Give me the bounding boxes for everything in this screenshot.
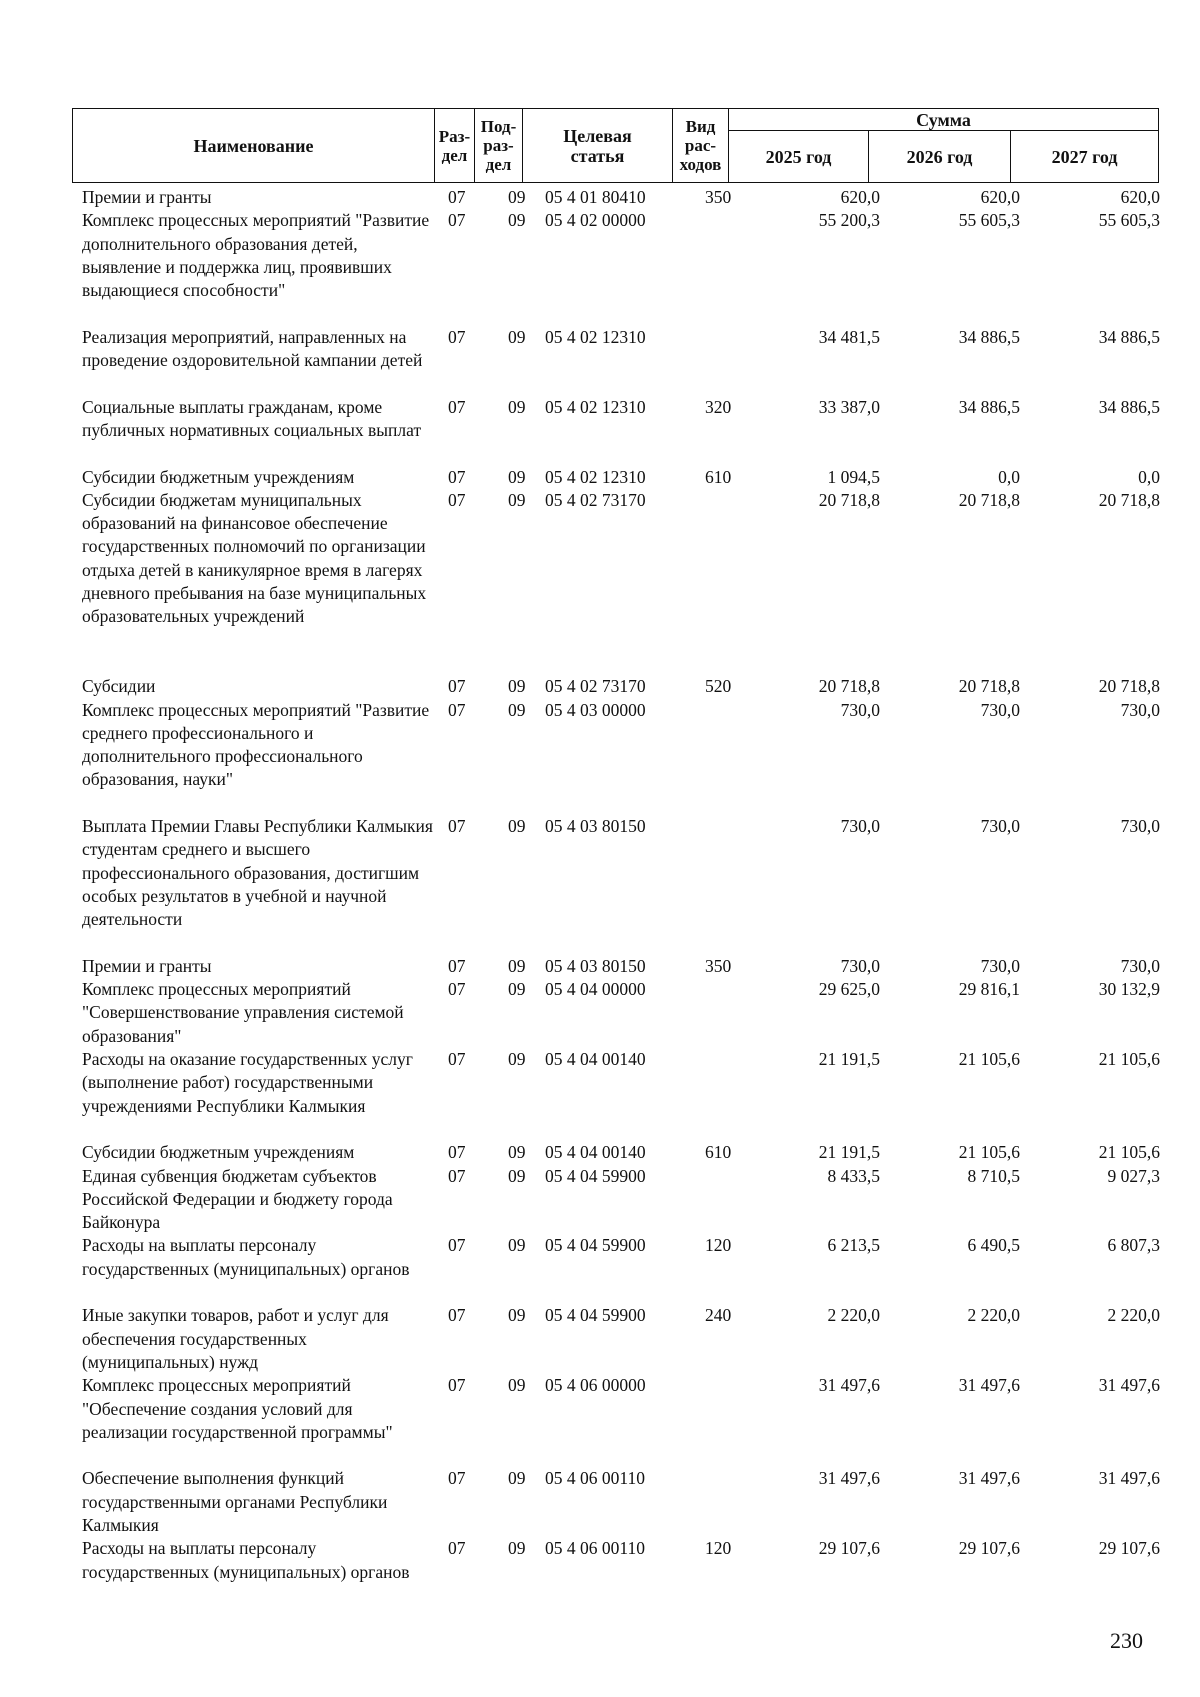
- table-row: [0, 978, 1200, 1048]
- row-podrazdel: 09: [508, 1305, 526, 1326]
- row-podrazdel: 09: [508, 489, 526, 510]
- row-sum-2027: 9 027,3: [1107, 1165, 1160, 1186]
- row-name: Обеспечение выполнения функций государственными органами Республики Калмыкия: [82, 1468, 388, 1535]
- row-razdel: 07: [448, 1165, 466, 1186]
- table-row: [0, 699, 1200, 816]
- page-number: 230: [1110, 1628, 1143, 1653]
- table-header: [72, 108, 1159, 183]
- row-name: Субсидии бюджетным учреждениям: [82, 1142, 355, 1163]
- row-razdel: 07: [448, 1468, 466, 1489]
- table-row: [0, 1165, 1200, 1235]
- row-celevaya: 05 4 04 00140: [545, 1049, 646, 1070]
- row-podrazdel: 09: [508, 466, 526, 487]
- row-name: Расходы на оказание государственных услуг (выполнение работ) государственными учреждениями Республики Калмыкия: [82, 1049, 413, 1116]
- header-vid: Вид рас- ходов: [673, 109, 729, 183]
- row-sum-2027: 730,0: [1120, 699, 1160, 720]
- header-2027: 2027 год: [1011, 131, 1159, 183]
- row-sum-2026: 730,0: [980, 816, 1020, 837]
- row-name: Премии и гранты: [82, 187, 212, 207]
- row-name: Расходы на выплаты персоналу государственных (муниципальных) органов: [82, 1538, 410, 1582]
- table-row: [0, 675, 1200, 698]
- row-celevaya: 05 4 03 00000: [545, 699, 646, 720]
- row-sum-2027: 31 497,6: [1098, 1375, 1160, 1396]
- table-row: [0, 326, 1200, 396]
- header-name: Наименование: [73, 109, 435, 183]
- row-sum-2027: 20 718,8: [1098, 489, 1160, 510]
- row-sum-2027: 6 807,3: [1107, 1235, 1160, 1256]
- row-podrazdel: 09: [508, 210, 526, 231]
- row-sum-2026: 34 886,5: [958, 326, 1020, 347]
- row-podrazdel: 09: [508, 1235, 526, 1256]
- row-razdel: 07: [448, 1049, 466, 1070]
- row-sum-2027: 620,0: [1120, 187, 1160, 207]
- row-sum-2025: 33 387,0: [818, 396, 880, 417]
- row-podrazdel: 09: [508, 326, 526, 347]
- row-razdel: 07: [448, 955, 466, 976]
- row-sum-2026: 29 107,6: [958, 1538, 1020, 1559]
- header-summa: Сумма: [729, 109, 1159, 131]
- row-name: Социальные выплаты гражданам, кроме публичных нормативных социальных выплат: [82, 396, 422, 440]
- row-sum-2025: 20 718,8: [818, 489, 880, 510]
- table-row: [0, 815, 1200, 955]
- row-sum-2026: 730,0: [980, 699, 1020, 720]
- row-name: Комплекс процессных мероприятий "Обеспечение создания условий для реализации государственной программы": [82, 1375, 393, 1442]
- row-sum-2025: 620,0: [840, 187, 880, 207]
- row-sum-2027: 0,0: [1138, 466, 1160, 487]
- row-razdel: 07: [448, 1375, 466, 1396]
- row-name: Комплекс процессных мероприятий "Развитие дополнительного образования детей, выявление и поддержка лиц, проявивших выдающиеся способности": [82, 210, 430, 301]
- header-2026: 2026 год: [869, 131, 1011, 183]
- row-celevaya: 05 4 03 80150: [545, 816, 646, 837]
- row-sum-2027: 30 132,9: [1098, 979, 1160, 1000]
- row-vid: 120: [705, 1235, 732, 1256]
- header-celevaya: Целевая статья: [523, 109, 673, 183]
- row-sum-2025: 2 220,0: [827, 1305, 880, 1326]
- row-celevaya: 05 4 03 80150: [545, 955, 646, 976]
- row-sum-2027: 55 605,3: [1098, 210, 1160, 231]
- table-row: [0, 1048, 1200, 1141]
- row-vid: 610: [705, 1142, 732, 1163]
- table-row: [0, 489, 1200, 675]
- row-celevaya: 05 4 01 80410: [545, 187, 646, 207]
- row-sum-2025: 20 718,8: [818, 676, 880, 697]
- header-razdel: Раз- дел: [435, 109, 475, 183]
- row-sum-2025: 6 213,5: [827, 1235, 880, 1256]
- row-sum-2026: 2 220,0: [967, 1305, 1020, 1326]
- row-vid: 320: [705, 396, 732, 417]
- row-sum-2025: 21 191,5: [818, 1049, 880, 1070]
- row-razdel: 07: [448, 489, 466, 510]
- row-podrazdel: 09: [508, 396, 526, 417]
- row-sum-2026: 55 605,3: [958, 210, 1020, 231]
- row-vid: 240: [705, 1305, 732, 1326]
- table-row: [0, 209, 1200, 326]
- row-razdel: 07: [448, 466, 466, 487]
- row-celevaya: 05 4 06 00110: [545, 1538, 645, 1559]
- table-row: [0, 1374, 1200, 1467]
- row-name: Комплекс процессных мероприятий "Совершенствование управления системой образования": [82, 979, 404, 1046]
- row-sum-2027: 31 497,6: [1098, 1468, 1160, 1489]
- row-sum-2027: 29 107,6: [1098, 1538, 1160, 1559]
- row-name: Субсидии бюджетным учреждениям: [82, 466, 355, 487]
- row-razdel: 07: [448, 1538, 466, 1559]
- row-sum-2026: 620,0: [980, 187, 1020, 207]
- row-sum-2027: 730,0: [1120, 816, 1160, 837]
- row-celevaya: 05 4 06 00000: [545, 1375, 646, 1396]
- row-celevaya: 05 4 04 00140: [545, 1142, 646, 1163]
- table-body: [0, 186, 1200, 1607]
- row-sum-2027: 34 886,5: [1098, 396, 1160, 417]
- row-name: Выплата Премии Главы Республики Калмыкия студентам среднего и высшего профессионального образования, достигшим особых результатов в учебной и научной деятельности: [82, 816, 433, 930]
- row-vid: 350: [705, 955, 732, 976]
- row-celevaya: 05 4 02 73170: [545, 676, 646, 697]
- row-podrazdel: 09: [508, 955, 526, 976]
- row-sum-2025: 730,0: [840, 816, 880, 837]
- row-podrazdel: 09: [508, 816, 526, 837]
- row-razdel: 07: [448, 1142, 466, 1163]
- row-podrazdel: 09: [508, 979, 526, 1000]
- row-celevaya: 05 4 02 12310: [545, 396, 646, 417]
- row-celevaya: 05 4 04 59900: [545, 1165, 646, 1186]
- row-celevaya: 05 4 02 73170: [545, 489, 646, 510]
- row-razdel: 07: [448, 979, 466, 1000]
- table-row: [0, 186, 1200, 209]
- row-podrazdel: 09: [508, 1142, 526, 1163]
- row-sum-2027: 2 220,0: [1107, 1305, 1160, 1326]
- row-razdel: 07: [448, 210, 466, 231]
- row-sum-2027: 730,0: [1120, 955, 1160, 976]
- row-sum-2025: 1 094,5: [827, 466, 880, 487]
- table-row: [0, 1234, 1200, 1304]
- row-sum-2025: 730,0: [840, 699, 880, 720]
- row-sum-2026: 21 105,6: [958, 1049, 1020, 1070]
- row-celevaya: 05 4 02 00000: [545, 210, 646, 231]
- header-podrazdel: Под- раз- дел: [475, 109, 523, 183]
- row-sum-2026: 20 718,8: [958, 489, 1020, 510]
- row-celevaya: 05 4 02 12310: [545, 466, 646, 487]
- row-podrazdel: 09: [508, 1538, 526, 1559]
- row-vid: 120: [705, 1538, 732, 1559]
- row-celevaya: 05 4 04 00000: [545, 979, 646, 1000]
- row-celevaya: 05 4 04 59900: [545, 1305, 646, 1326]
- row-name: Расходы на выплаты персоналу государственных (муниципальных) органов: [82, 1235, 410, 1279]
- row-razdel: 07: [448, 816, 466, 837]
- row-vid: 350: [705, 187, 732, 207]
- row-sum-2025: 8 433,5: [827, 1165, 880, 1186]
- table-row: [0, 1467, 1200, 1537]
- row-podrazdel: 09: [508, 676, 526, 697]
- row-razdel: 07: [448, 676, 466, 697]
- row-name: Иные закупки товаров, работ и услуг для обеспечения государственных (муниципальных) нужд: [82, 1305, 389, 1372]
- table-row: [0, 466, 1200, 489]
- row-sum-2025: 730,0: [840, 955, 880, 976]
- row-name: Реализация мероприятий, направленных на проведение оздоровительной кампании детей: [82, 326, 423, 371]
- row-sum-2026: 31 497,6: [958, 1468, 1020, 1489]
- row-razdel: 07: [448, 396, 466, 417]
- row-sum-2026: 8 710,5: [967, 1165, 1020, 1186]
- row-sum-2025: 34 481,5: [818, 326, 880, 347]
- row-sum-2025: 21 191,5: [818, 1142, 880, 1163]
- row-name: Премии и гранты: [82, 955, 212, 976]
- row-sum-2026: 29 816,1: [958, 979, 1020, 1000]
- row-sum-2026: 6 490,5: [967, 1235, 1020, 1256]
- row-name: Субсидии бюджетам муниципальных образований на финансовое обеспечение государственных полномочий по организации отдыха детей в каникулярное время в лагерях дневного пребывания на базе муниципальных образовательных учреждений: [82, 489, 427, 627]
- row-vid: 520: [705, 676, 732, 697]
- table-row: [0, 955, 1200, 978]
- row-razdel: 07: [448, 699, 466, 720]
- row-celevaya: 05 4 06 00110: [545, 1468, 645, 1489]
- table-row: [0, 1537, 1200, 1607]
- header-2025: 2025 год: [729, 131, 869, 183]
- row-sum-2025: 31 497,6: [818, 1375, 880, 1396]
- row-podrazdel: 09: [508, 699, 526, 720]
- table-row: [0, 396, 1200, 466]
- row-name: Комплекс процессных мероприятий "Развитие среднего профессионального и дополнительного профессионального образования, науки": [82, 699, 430, 790]
- row-sum-2026: 20 718,8: [958, 676, 1020, 697]
- row-razdel: 07: [448, 1235, 466, 1256]
- row-celevaya: 05 4 02 12310: [545, 326, 646, 347]
- row-sum-2027: 21 105,6: [1098, 1142, 1160, 1163]
- row-sum-2026: 21 105,6: [958, 1142, 1020, 1163]
- row-razdel: 07: [448, 1305, 466, 1326]
- row-podrazdel: 09: [508, 1375, 526, 1396]
- row-podrazdel: 09: [508, 1468, 526, 1489]
- table-row: [0, 1304, 1200, 1374]
- row-vid: 610: [705, 466, 732, 487]
- row-celevaya: 05 4 04 59900: [545, 1235, 646, 1256]
- row-sum-2025: 31 497,6: [818, 1468, 880, 1489]
- row-podrazdel: 09: [508, 187, 526, 207]
- row-podrazdel: 09: [508, 1049, 526, 1070]
- row-sum-2025: 29 625,0: [818, 979, 880, 1000]
- row-sum-2027: 21 105,6: [1098, 1049, 1160, 1070]
- row-sum-2026: 34 886,5: [958, 396, 1020, 417]
- row-sum-2026: 0,0: [998, 466, 1020, 487]
- table-row: [0, 1141, 1200, 1164]
- row-sum-2027: 20 718,8: [1098, 676, 1160, 697]
- row-sum-2025: 29 107,6: [818, 1538, 880, 1559]
- row-razdel: 07: [448, 326, 466, 347]
- row-name: Единая субвенция бюджетам субъектов Российской Федерации и бюджету города Байконура: [82, 1165, 393, 1233]
- row-sum-2027: 34 886,5: [1098, 326, 1160, 347]
- row-sum-2026: 31 497,6: [958, 1375, 1020, 1396]
- row-podrazdel: 09: [508, 1165, 526, 1186]
- row-name: Субсидии: [82, 676, 156, 697]
- row-razdel: 07: [448, 187, 466, 207]
- row-sum-2026: 730,0: [980, 955, 1020, 976]
- row-sum-2025: 55 200,3: [818, 210, 880, 231]
